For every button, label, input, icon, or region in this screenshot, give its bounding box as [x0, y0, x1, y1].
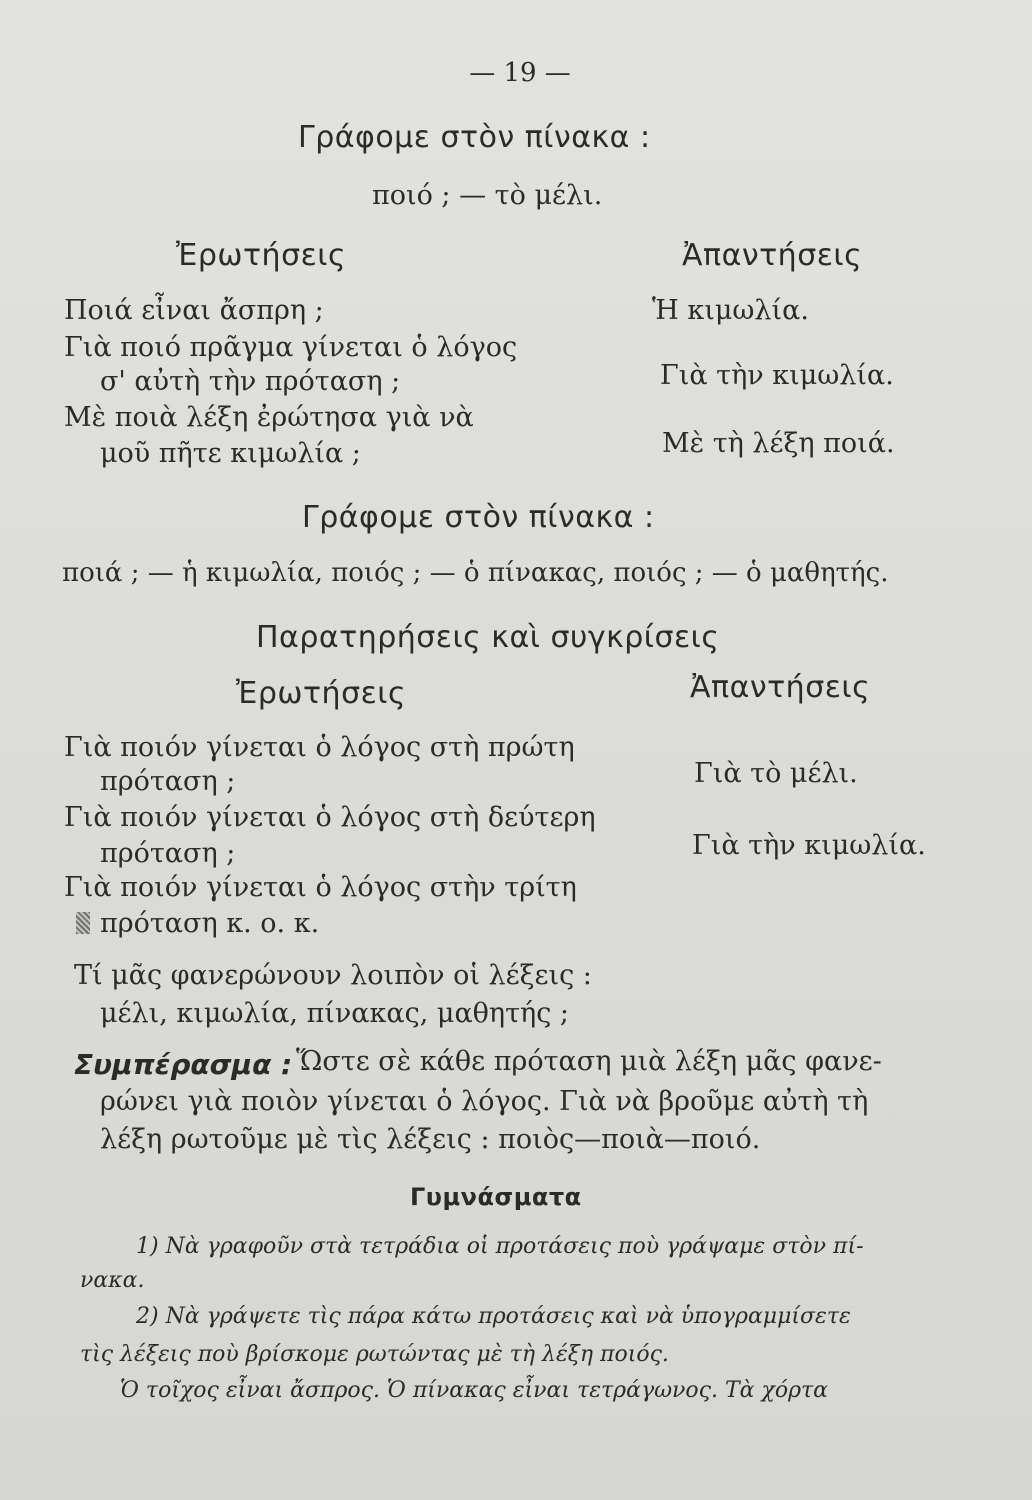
answer-1-2: Γιὰ τὴν κιμωλία.	[660, 360, 894, 391]
answer-2-2: Γιὰ τὴν κιμωλία.	[692, 830, 926, 861]
conclusion-line-1: Ὥστε σὲ κάθε πρόταση μιὰ λέξη μᾶς φανε-	[296, 1046, 882, 1077]
heading-observations: Παρατηρήσεις καὶ συγκρίσεις	[256, 620, 720, 655]
exercises-title: Γυμνάσματα	[410, 1183, 582, 1211]
conclusion-line-3: λέξη ρωτοῦμε μὲ τὶς λέξεις : ποιὸς—ποιὰ—ποιό.	[100, 1124, 761, 1155]
question-2-3b: πρόταση κ. ο. κ.	[100, 908, 320, 939]
question-2-2b: πρόταση ;	[100, 838, 236, 869]
question-1-1: Ποιά εἶναι ἄσπρη ;	[64, 295, 324, 326]
question-2-1a: Γιὰ ποιόν γίνεται ὁ λόγος στὴ πρώτη	[64, 732, 575, 763]
question-1-3b: μοῦ πῆτε κιμωλία ;	[100, 438, 361, 469]
heading-write-board-1: Γράφομε στὸν πίνακα :	[298, 120, 651, 155]
column-header-questions-2: Ἐρωτήσεις	[236, 676, 407, 711]
conclusion-label: Συμπέρασμα :	[74, 1048, 293, 1081]
line-poia: ποιά ; — ἡ κιμωλία, ποιός ; — ὁ πίνακας, ποιός ; — ὁ μαθητής.	[62, 558, 889, 588]
line-meli: ποιό ; — τὸ μέλι.	[372, 180, 603, 211]
question-1-2b: σ' αὐτὴ τὴν πρόταση ;	[100, 366, 401, 397]
column-header-answers-1: Ἀπαντήσεις	[682, 238, 863, 273]
question-1-2a: Γιὰ ποιό πρᾶγμα γίνεται ὁ λόγος	[64, 332, 518, 363]
question-what-reveal: Τί μᾶς φανερώνουν λοιπὸν οἱ λέξεις :	[74, 960, 592, 991]
question-2-2a: Γιὰ ποιόν γίνεται ὁ λόγος στὴ δεύτερη	[64, 802, 596, 833]
question-2-1b: πρόταση ;	[100, 766, 236, 797]
exercise-2-line-1: 2) Νὰ γράψετε τὶς πάρα κάτω προτάσεις καὶ νὰ ὑπογραμμίσετε	[136, 1304, 851, 1329]
exercise-2-line-2: τὶς λέξεις ποὺ βρίσκομε ρωτώντας μὲ τὴ λέξη ποιός.	[80, 1342, 669, 1367]
answer-1-1: Ἡ κιμωλία.	[652, 295, 809, 326]
question-1-3a: Μὲ ποιὰ λέξη ἐρώτησα γιὰ νὰ	[64, 402, 474, 433]
exercise-example-sentences: Ὁ τοῖχος εἶναι ἄσπρος. Ὁ πίνακας εἶναι τετράγωνος. Τὰ χόρτα	[120, 1378, 829, 1403]
exercise-1-line-2: νακα.	[80, 1268, 145, 1293]
exercise-1-line-1: 1) Νὰ γραφοῦν στὰ τετράδια οἱ προτάσεις ποὺ γράψαμε στὸν πί-	[136, 1234, 864, 1259]
heading-write-board-2: Γράφομε στὸν πίνακα :	[302, 500, 655, 535]
column-header-questions-1: Ἐρωτήσεις	[176, 238, 347, 273]
question-2-3a: Γιὰ ποιόν γίνεται ὁ λόγος στὴν τρίτη	[64, 872, 577, 903]
word-list: μέλι, κιμωλία, πίνακας, μαθητής ;	[100, 998, 570, 1029]
answer-1-3: Μὲ τὴ λέξη ποιά.	[662, 428, 895, 459]
column-header-answers-2: Ἀπαντήσεις	[690, 670, 871, 705]
ink-smudge	[76, 912, 90, 934]
page-number: — 19 —	[469, 58, 571, 88]
conclusion-line-2: ρώνει γιὰ ποιὸν γίνεται ὁ λόγος. Γιὰ νὰ βροῦμε αὐτὴ τὴ	[100, 1086, 869, 1117]
answer-2-1: Γιὰ τὸ μέλι.	[694, 758, 858, 789]
